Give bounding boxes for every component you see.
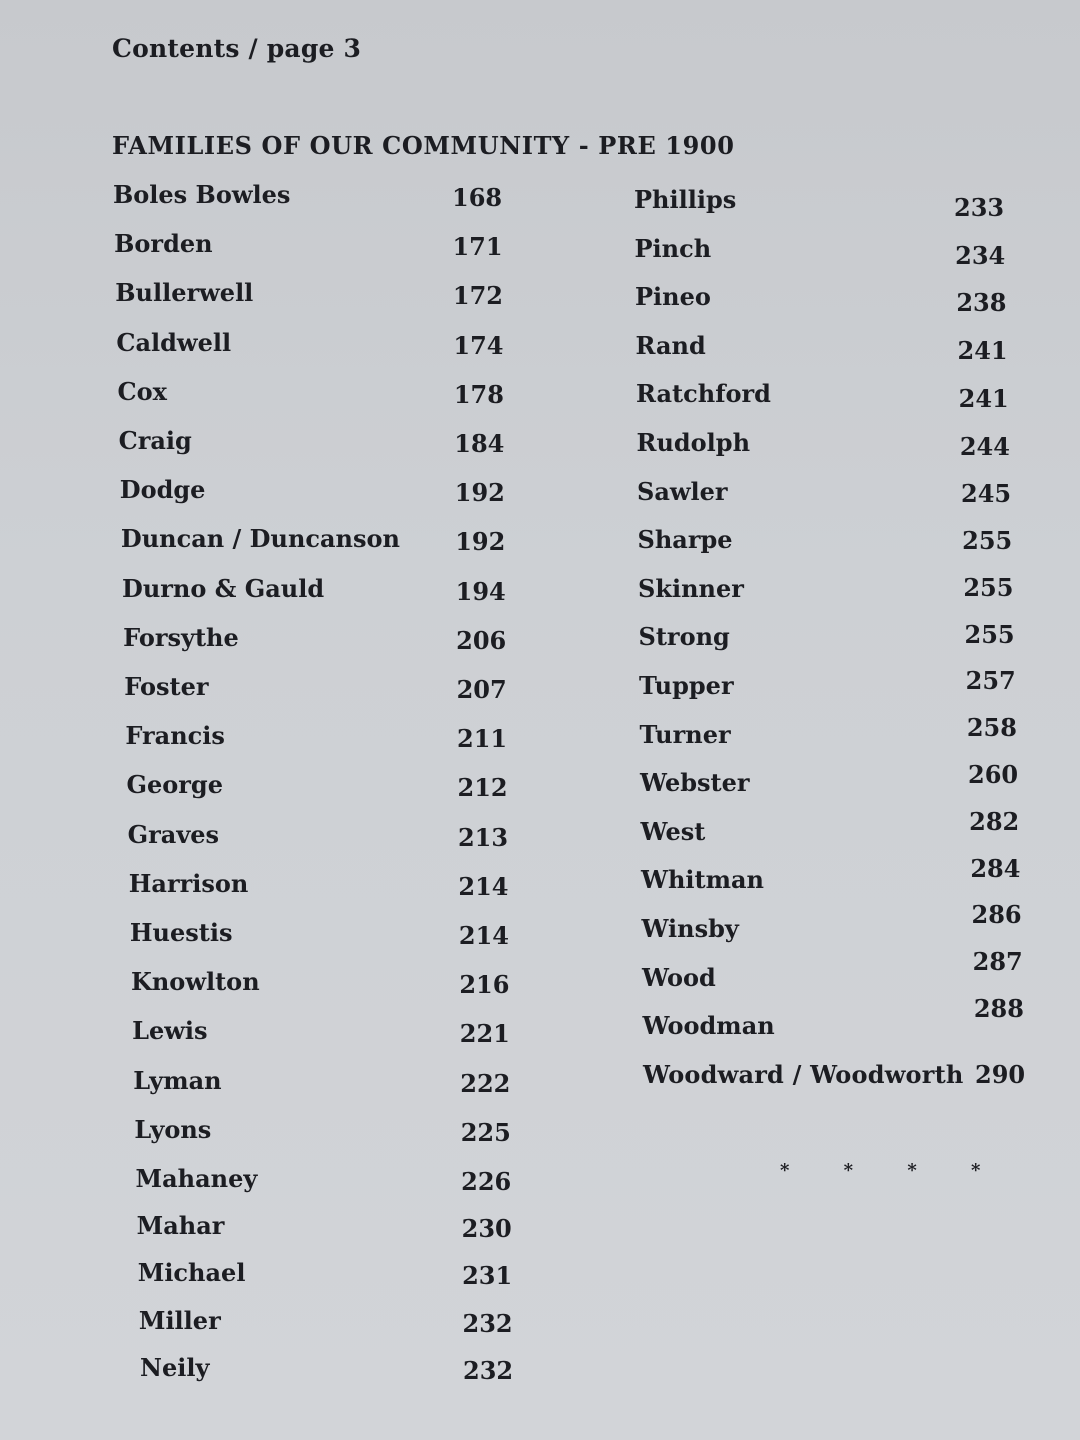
toc-entry-name: Sharpe xyxy=(637,525,733,555)
toc-entry-name: Mahaney xyxy=(135,1164,258,1193)
toc-entry-page: 288 xyxy=(973,994,1024,1023)
toc-entry-page: 194 xyxy=(455,576,506,606)
toc-entry-page: 192 xyxy=(455,527,506,557)
toc-entry-name: West xyxy=(640,816,706,846)
toc-entry-name: Ratchford xyxy=(636,379,771,409)
toc-entry-name: Pineo xyxy=(635,282,711,312)
toc-entry-page: 222 xyxy=(460,1068,511,1098)
toc-entry-page: 284 xyxy=(970,853,1021,883)
toc-entry-page: 207 xyxy=(456,675,507,704)
toc-entry-name: Durno & Gauld xyxy=(122,573,325,603)
toc-entry-name: Turner xyxy=(639,719,731,749)
toc-entry-name: Pinch xyxy=(634,233,712,263)
toc-entry-page: 184 xyxy=(454,429,505,458)
toc-entry-name: Dodge xyxy=(119,475,206,505)
toc-entry-page: 233 xyxy=(954,193,1005,222)
toc-entry-name: Caldwell xyxy=(116,327,232,357)
toc-entry-name: Lyman xyxy=(133,1065,222,1095)
toc-entry-page: 171 xyxy=(452,232,503,262)
toc-entry-name: Forsythe xyxy=(123,622,239,652)
toc-entry-name: Woodman xyxy=(642,1011,775,1041)
toc-entry-name: Borden xyxy=(114,229,213,259)
toc-entry-page: 241 xyxy=(958,383,1009,413)
toc-entry-page: 213 xyxy=(457,822,509,852)
toc-entry-name: Whitman xyxy=(641,865,764,895)
toc-entry-page: 238 xyxy=(956,288,1007,318)
toc-entry-page: 174 xyxy=(453,330,504,360)
toc-entry-name: Wood xyxy=(642,962,716,992)
toc-entry-page: 216 xyxy=(459,970,510,1000)
toc-entry-name: Mahar xyxy=(136,1211,225,1241)
toc-entry-name: Lewis xyxy=(132,1016,208,1046)
toc-entry-name: Rudolph xyxy=(636,428,751,457)
toc-entry-page: 290 xyxy=(975,1059,1026,1089)
toc-entry-name: Huestis xyxy=(129,918,233,947)
toc-entry-page: 221 xyxy=(459,1019,510,1049)
toc-entry-page: 255 xyxy=(964,619,1015,649)
toc-entry-name: Winsby xyxy=(641,914,739,943)
toc-entry-page: 178 xyxy=(453,379,504,409)
toc-entry-page: 257 xyxy=(965,666,1016,696)
toc-entry-name: Duncan / Duncanson xyxy=(120,524,400,554)
toc-entry-page: 226 xyxy=(461,1167,512,1196)
toc-entry-page: 287 xyxy=(972,947,1023,977)
toc-entry-page: 212 xyxy=(457,773,508,803)
toc-entry-page: 241 xyxy=(957,336,1008,366)
toc-entry-name: Neily xyxy=(140,1352,210,1382)
toc-entry-page: 172 xyxy=(452,281,504,311)
toc-entry-name: Michael xyxy=(137,1258,246,1288)
toc-entry-page: 214 xyxy=(458,871,509,901)
toc-entry-name: Miller xyxy=(138,1305,221,1335)
toc-entry-name: Tupper xyxy=(639,671,734,700)
toc-entry-name: Bullerwell xyxy=(115,278,254,308)
toc-entry-page: 286 xyxy=(971,900,1022,930)
toc-entry-name: Boles Bowles xyxy=(113,180,291,209)
toc-entry-name: Skinner xyxy=(638,573,744,603)
toc-entry-name: Rand xyxy=(635,330,706,360)
toc-entry-page: 255 xyxy=(962,526,1013,555)
ornament-stars: * * * * xyxy=(780,1160,1005,1181)
toc-entry-name: Craig xyxy=(118,426,192,455)
toc-entry-name: Lyons xyxy=(134,1114,212,1144)
toc-entry-page: 225 xyxy=(460,1117,511,1147)
toc-entry-name: Francis xyxy=(125,721,225,751)
page-header: Contents / page 3 xyxy=(112,34,362,63)
toc-entry-name: Woodward / Woodworth xyxy=(643,1059,964,1089)
toc-entry-page: 168 xyxy=(452,183,503,212)
toc-entry-page: 192 xyxy=(454,478,505,508)
toc-entry-name: Phillips xyxy=(634,185,737,214)
toc-entry-page: 230 xyxy=(461,1214,512,1244)
toc-entry-page: 232 xyxy=(463,1355,514,1385)
toc-entry-page: 244 xyxy=(959,431,1010,461)
toc-entry-page: 255 xyxy=(963,572,1014,602)
toc-entry-name: Webster xyxy=(640,768,750,798)
toc-entry-page: 211 xyxy=(457,724,508,754)
toc-entry-page: 258 xyxy=(966,713,1017,743)
toc-entry-name: Knowlton xyxy=(131,967,260,997)
toc-entry-name: Harrison xyxy=(128,868,249,898)
toc-entry-name: Foster xyxy=(124,672,209,701)
toc-entry-page: 234 xyxy=(955,240,1006,270)
toc-entry-page: 206 xyxy=(456,625,507,655)
toc-entry-name: Graves xyxy=(127,819,220,849)
toc-entry-name: Strong xyxy=(638,622,730,652)
toc-entry-name: George xyxy=(126,770,223,800)
toc-entry-page: 231 xyxy=(462,1261,513,1291)
toc-entry-page: 232 xyxy=(462,1308,513,1338)
toc-entry-name: Sawler xyxy=(637,476,728,506)
toc-entry-page: 245 xyxy=(961,479,1012,509)
section-title: FAMILIES OF OUR COMMUNITY - PRE 1900 xyxy=(112,131,735,160)
toc-entry-page: 260 xyxy=(968,760,1019,789)
toc-entry-name: Cox xyxy=(117,376,167,406)
toc-entry-page: 282 xyxy=(969,806,1020,836)
toc-entry-page: 214 xyxy=(458,921,509,950)
